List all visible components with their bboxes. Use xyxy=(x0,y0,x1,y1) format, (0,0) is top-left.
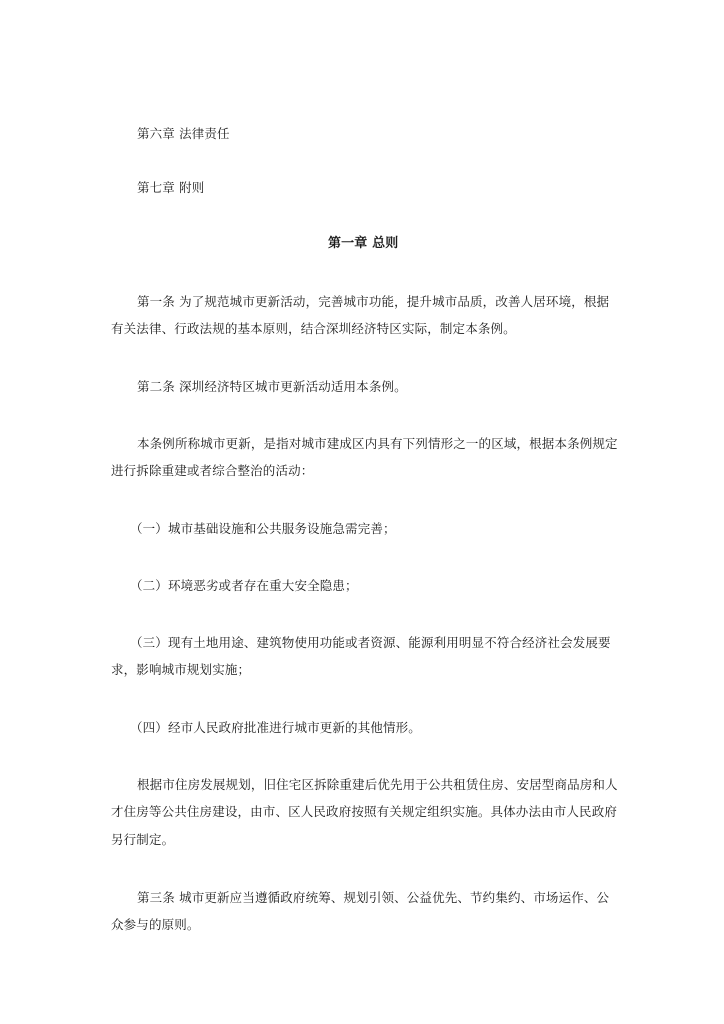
housing-line-3: 另行制定。 xyxy=(111,832,175,847)
article-1-line-1: 第一条 为了规范城市更新活动，完善城市功能，提升城市品质，改善人居环境，根据 xyxy=(137,294,610,309)
housing-line-2: 才住房等公共住房建设，由市、区人民政府按照有关规定组织实施。具体办法由市人民政府 xyxy=(111,804,618,819)
toc-entry-chapter-7: 第七章 附则 xyxy=(137,180,205,195)
item-3-line-1: （三）现有土地用途、建筑物使用功能或者资源、能源利用明显不符合经济社会发展要 xyxy=(130,635,611,650)
definition-line-2: 进行拆除重建或者综合整治的活动： xyxy=(111,463,314,478)
item-2: （二）环境恶劣或者存在重大安全隐患； xyxy=(130,578,358,593)
article-1-line-2: 有关法律、行政法规的基本原则，结合深圳经济特区实际，制定本条例。 xyxy=(111,321,516,336)
article-2-line-1: 第二条 深圳经济特区城市更新活动适用本条例。 xyxy=(137,379,407,394)
item-3-line-2: 求，影响城市规划实施； xyxy=(111,662,251,677)
article-3-line-1: 第三条 城市更新应当遵循政府统筹、规划引领、公益优先、节约集约、市场运作、公 xyxy=(137,890,610,905)
toc-entry-chapter-6: 第六章 法律责任 xyxy=(137,126,230,141)
definition-line-1: 本条例所称城市更新，是指对城市建成区内具有下列情形之一的区域，根据本条例规定 xyxy=(137,436,618,451)
housing-line-1: 根据市住房发展规划，旧住宅区拆除重建后优先用于公共租赁住房、安居型商品房和人 xyxy=(137,777,618,792)
chapter-title: 第一章 总则 xyxy=(328,236,399,251)
item-1: （一）城市基础设施和公共服务设施急需完善； xyxy=(130,521,396,536)
article-3-line-2: 众参与的原则。 xyxy=(111,917,200,932)
item-4: （四）经市人民政府批准进行城市更新的其他情形。 xyxy=(130,720,421,735)
